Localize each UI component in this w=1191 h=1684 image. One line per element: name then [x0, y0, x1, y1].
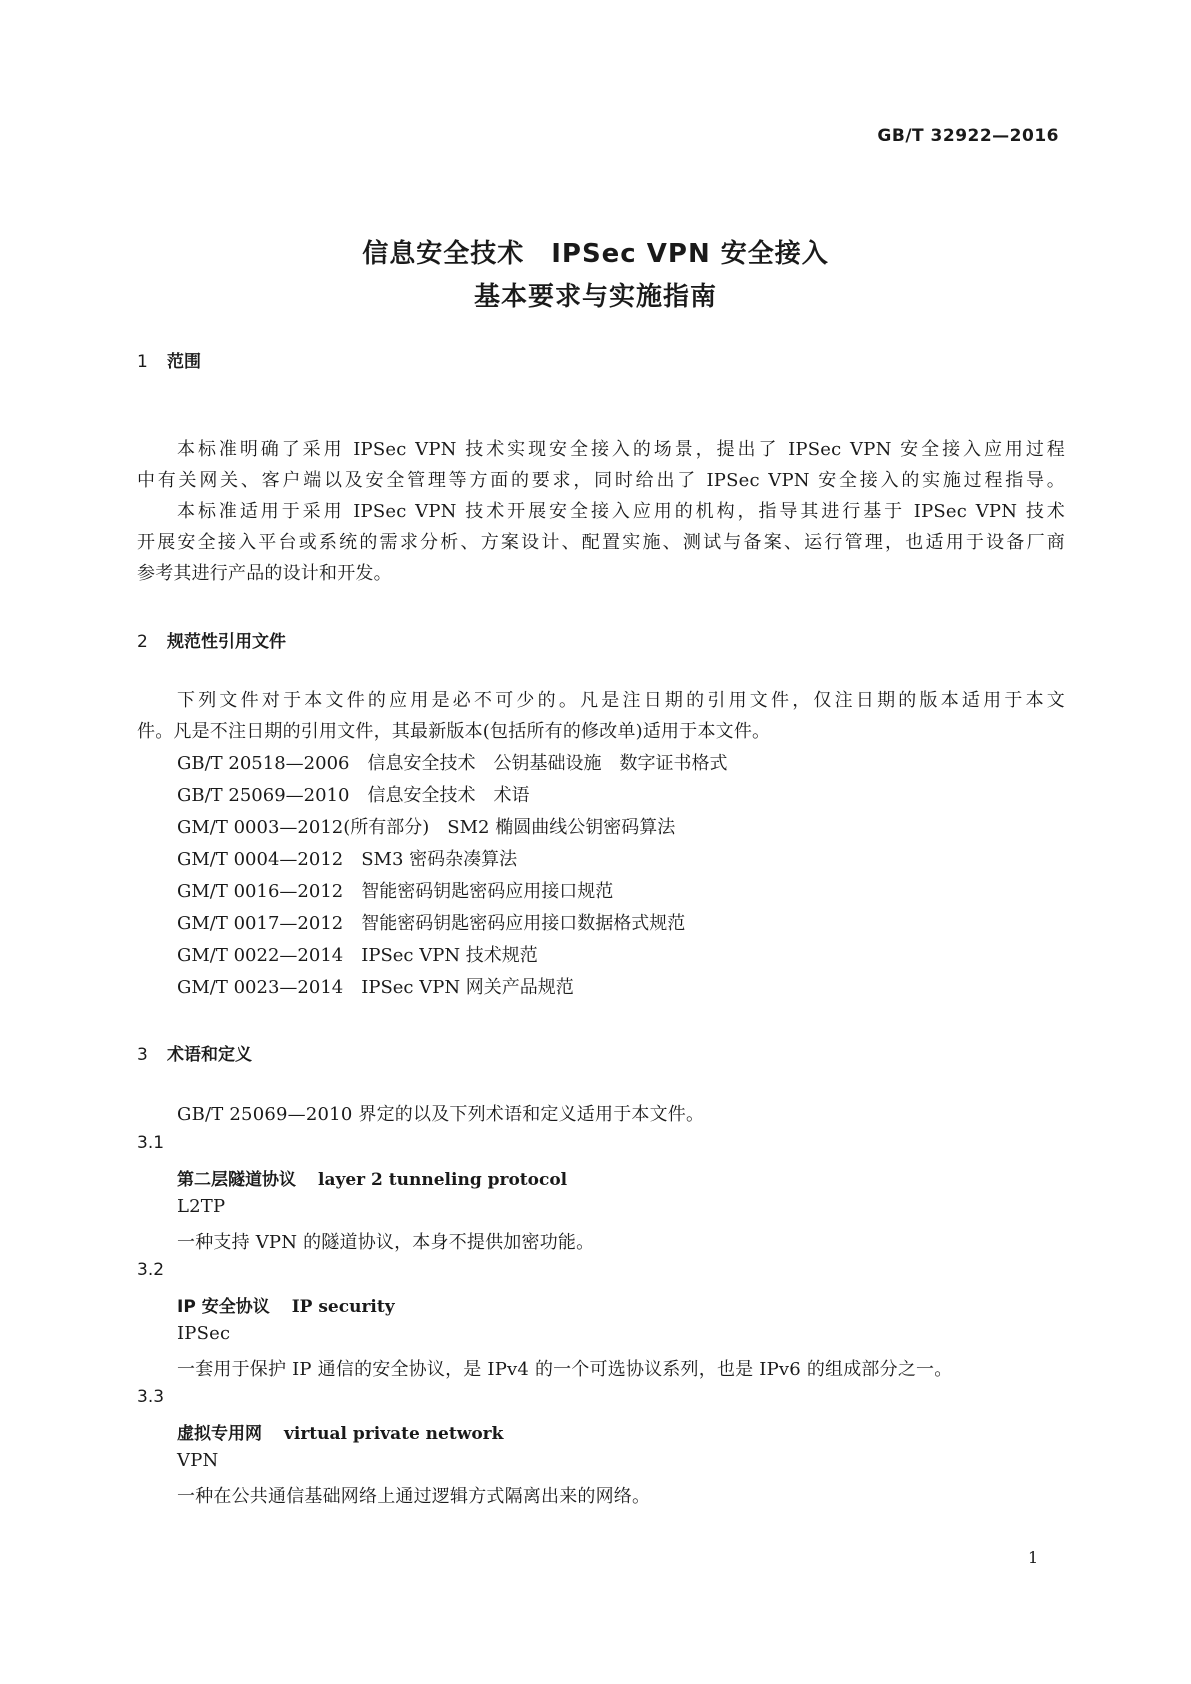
document-title-line-1: 信息安全技术 IPSec VPN 安全接入 [362, 239, 829, 269]
document-title-line-2: 基本要求与实施指南 [473, 282, 717, 312]
reference-item: GM/T 0022—2014 IPSec VPN 技术规范 [177, 945, 538, 966]
term-name-en: virtual private network [284, 1424, 504, 1444]
term-name-zh: 第二层隧道协议 [177, 1170, 296, 1190]
reference-item: GM/T 0016—2012 智能密码钥匙密码应用接口规范 [177, 881, 614, 902]
term-definition: 一套用于保护 IP 通信的安全协议，是 IPv4 的一个可选协议系列，也是 IPv6 的组成部分之一。 [177, 1359, 953, 1380]
terms-intro: GB/T 25069—2010 界定的以及下列术语和定义适用于本文件。 [177, 1104, 705, 1125]
scope-line-2: 中有关网关、客户端以及安全管理等方面的要求，同时给出了 IPSec VPN 安全接入的实施过程指导。 [137, 470, 1065, 491]
term-abbreviation: IPSec [177, 1323, 231, 1344]
term-definition: 一种支持 VPN 的隧道协议，本身不提供加密功能。 [177, 1232, 595, 1253]
reference-item: GM/T 0003—2012(所有部分) SM2 椭圆曲线公钥密码算法 [177, 817, 676, 838]
section-heading-terms [137, 1040, 252, 1065]
term-name [177, 1292, 395, 1317]
section-title: 范围 [167, 352, 201, 372]
term-name-en: IP security [291, 1297, 395, 1317]
reference-item: GM/T 0023—2014 IPSec VPN 网关产品规范 [177, 977, 574, 998]
term-name [177, 1419, 503, 1444]
reference-item: GB/T 25069—2010 信息安全技术 术语 [177, 785, 530, 806]
section-title: 术语和定义 [167, 1045, 252, 1065]
term-abbreviation: VPN [177, 1450, 219, 1471]
scope-line-4: 开展安全接入平台或系统的需求分析、方案设计、配置实施、测试与备案、运行管理，也适用于设备厂商 [137, 532, 1065, 553]
section-heading-scope [137, 347, 201, 372]
term-definition: 一种在公共通信基础网络上通过逻辑方式隔离出来的网络。 [177, 1486, 651, 1507]
term-name-en: layer 2 tunneling protocol [318, 1170, 568, 1190]
section-number: 1 [137, 352, 148, 372]
reference-item: GM/T 0004—2012 SM3 密码杂凑算法 [177, 849, 518, 870]
section-heading-normative-references [137, 627, 286, 652]
page-number: 1 [1028, 1548, 1039, 1567]
scope-line-3: 本标准适用于采用 IPSec VPN 技术开展安全接入应用的机构，指导其进行基于 IPSec VPN 技术 [177, 501, 1065, 522]
section-number: 2 [137, 632, 148, 652]
scope-line-1: 本标准明确了采用 IPSec VPN 技术实现安全接入的场景，提出了 IPSec VPN 安全接入应用过程 [177, 439, 1065, 460]
normative-intro-line-1: 下列文件对于本文件的应用是必不可少的。凡是注日期的引用文件，仅注日期的版本适用于本文 [177, 690, 1065, 711]
standard-code: GB/T 32922—2016 [877, 126, 1059, 146]
scope-line-5: 参考其进行产品的设计和开发。 [137, 563, 392, 584]
term-abbreviation: L2TP [177, 1196, 226, 1217]
term-name-zh: 虚拟专用网 [177, 1424, 262, 1444]
term-number: 3.3 [137, 1387, 165, 1407]
term-name [177, 1165, 567, 1190]
section-number: 3 [137, 1045, 148, 1065]
term-name-zh: IP 安全协议 [177, 1297, 270, 1317]
reference-item: GM/T 0017—2012 智能密码钥匙密码应用接口数据格式规范 [177, 913, 686, 934]
term-number: 3.1 [137, 1133, 165, 1153]
normative-intro-line-2: 件。凡是不注日期的引用文件，其最新版本(包括所有的修改单)适用于本文件。 [137, 721, 771, 742]
reference-item: GB/T 20518—2006 信息安全技术 公钥基础设施 数字证书格式 [177, 753, 728, 774]
term-number: 3.2 [137, 1260, 165, 1280]
section-title: 规范性引用文件 [167, 632, 286, 652]
